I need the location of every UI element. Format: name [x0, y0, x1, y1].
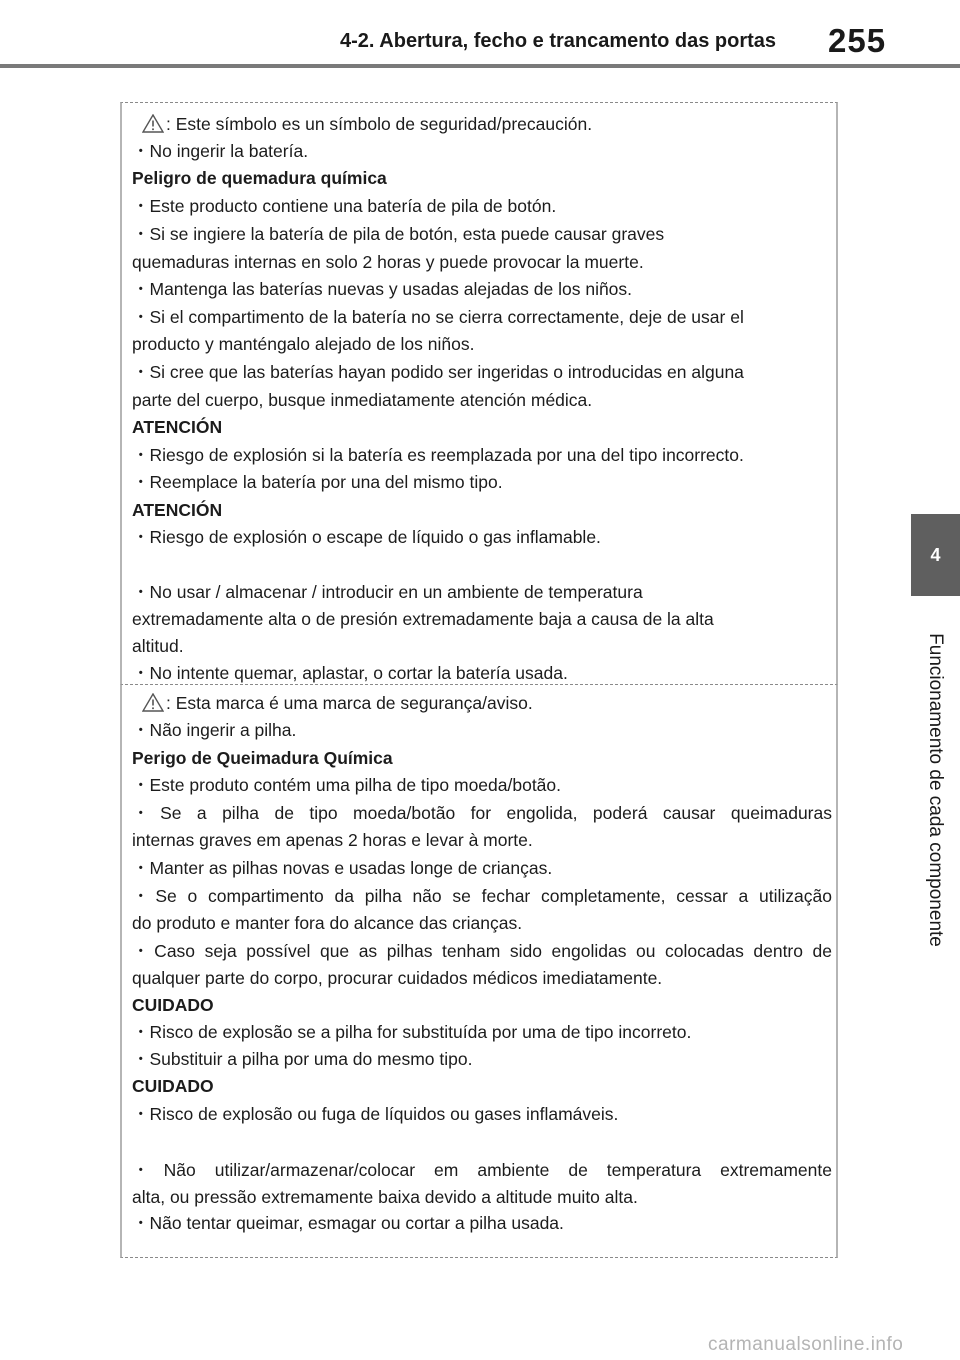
pt-line-16: ・Não utilizar/armazenar/colocar em ambiente de temperatura extremamente: [132, 1160, 832, 1180]
section-title: 4-2. Abertura, fecho e trancamento das portas: [340, 30, 777, 52]
pt-line-12: ・Risco de explosão se a pilha for substituída por uma de tipo incorreto.: [132, 1022, 692, 1042]
pt-heading-caution-1: CUIDADO: [132, 995, 214, 1015]
es-line-12: ・Riesgo de explosión si la batería es reemplazada por una del tipo incorrecto.: [132, 445, 744, 465]
header-rule: [0, 64, 960, 68]
es-line-15: ・Riesgo de explosión o escape de líquido o gas inflamable.: [132, 527, 601, 547]
es-line-13: ・Reemplace la batería por una del mismo tipo.: [132, 472, 503, 492]
es-line-18: altitud.: [132, 636, 184, 656]
es-line-8: producto y manténgalo alejado de los niños.: [132, 334, 475, 354]
pt-line-4: ・Se a pilha de tipo moeda/botão for engolida, poderá causar queimaduras: [132, 803, 832, 823]
pt-line-1: ・Não ingerir a pilha.: [132, 720, 297, 740]
pt-line-7: ・Se o compartimento da pilha não se fechar completamente, cessar a utilização: [132, 886, 832, 906]
es-line-6: ・Mantenga las baterías nuevas y usadas alejadas de los niños.: [132, 279, 633, 299]
pt-line-13: ・Substituir a pilha por uma do mesmo tipo.: [132, 1049, 473, 1069]
warning-triangle-icon: [142, 114, 164, 133]
es-line-4: ・Si se ingiere la batería de pila de botón, esta puede causar graves: [132, 224, 665, 244]
pt-line-8: do produto e manter fora do alcance das crianças.: [132, 913, 523, 933]
es-line-10: parte del cuerpo, busque inmediatamente atención médica.: [132, 390, 593, 410]
es-line-17: extremadamente alta o de presión extremadamente baja a causa de la alta: [132, 609, 714, 629]
es-line-1: ・No ingerir la batería.: [132, 141, 309, 161]
es-heading-attention-1: ATENCIÓN: [132, 417, 223, 437]
pt-line-10: qualquer parte do corpo, procurar cuidados médicos imediatamente.: [132, 968, 663, 988]
chapter-label: Funcionamento de cada componente: [925, 633, 946, 947]
es-line-9: ・Si cree que las baterías hayan podido ser ingeridas o introducidas en alguna: [132, 362, 744, 382]
pt-line-6: ・Manter as pilhas novas e usadas longe de crianças.: [132, 858, 553, 878]
es-line-19: ・No intente quemar, aplastar, o cortar la batería usada.: [132, 663, 568, 683]
pt-line-5: internas graves em apenas 2 horas e levar à morte.: [132, 830, 533, 850]
pt-heading-caution-2: CUIDADO: [132, 1076, 214, 1096]
pt-symbol-line: : Esta marca é uma marca de segurança/aviso.: [132, 690, 832, 716]
es-line-5: quemaduras internas en solo 2 horas y puede provocar la muerte.: [132, 252, 644, 272]
pt-line-9: ・Caso seja possível que as pilhas tenham sido engolidas ou colocadas dentro de: [132, 941, 832, 961]
pt-line-18: ・Não tentar queimar, esmagar ou cortar a pilha usada.: [132, 1213, 564, 1233]
pt-line-3: ・Este produto contém uma pilha de tipo moeda/botão.: [132, 775, 562, 795]
es-line-7: ・Si el compartimento de la batería no se cierra correctamente, deje de usar el: [132, 307, 744, 327]
es-heading-chemical-burn: Peligro de quemadura química: [132, 168, 387, 188]
page-number: 255: [828, 22, 887, 59]
es-line-3: ・Este producto contiene una batería de pila de botón.: [132, 196, 557, 216]
pt-line-17: alta, ou pressão extremamente baixa devido a altitude muito alta.: [132, 1187, 638, 1207]
es-line-16: ・No usar / almacenar / introducir en un ambiente de temperatura: [132, 582, 643, 602]
page-header: [0, 0, 960, 60]
chapter-tab: [911, 514, 960, 596]
pt-heading-chemical-burn: Perigo de Queimadura Química: [132, 748, 393, 768]
warning-triangle-icon: [142, 693, 164, 712]
site-watermark: carmanualsonline.info: [708, 1334, 904, 1355]
chapter-number: 4: [930, 544, 941, 565]
es-heading-attention-2: ATENCIÓN: [132, 500, 223, 520]
es-symbol-line: : Este símbolo es un símbolo de seguridad/precaución.: [132, 111, 832, 137]
pt-line-15: ・Risco de explosão ou fuga de líquidos ou gases inflamáveis.: [132, 1104, 619, 1124]
